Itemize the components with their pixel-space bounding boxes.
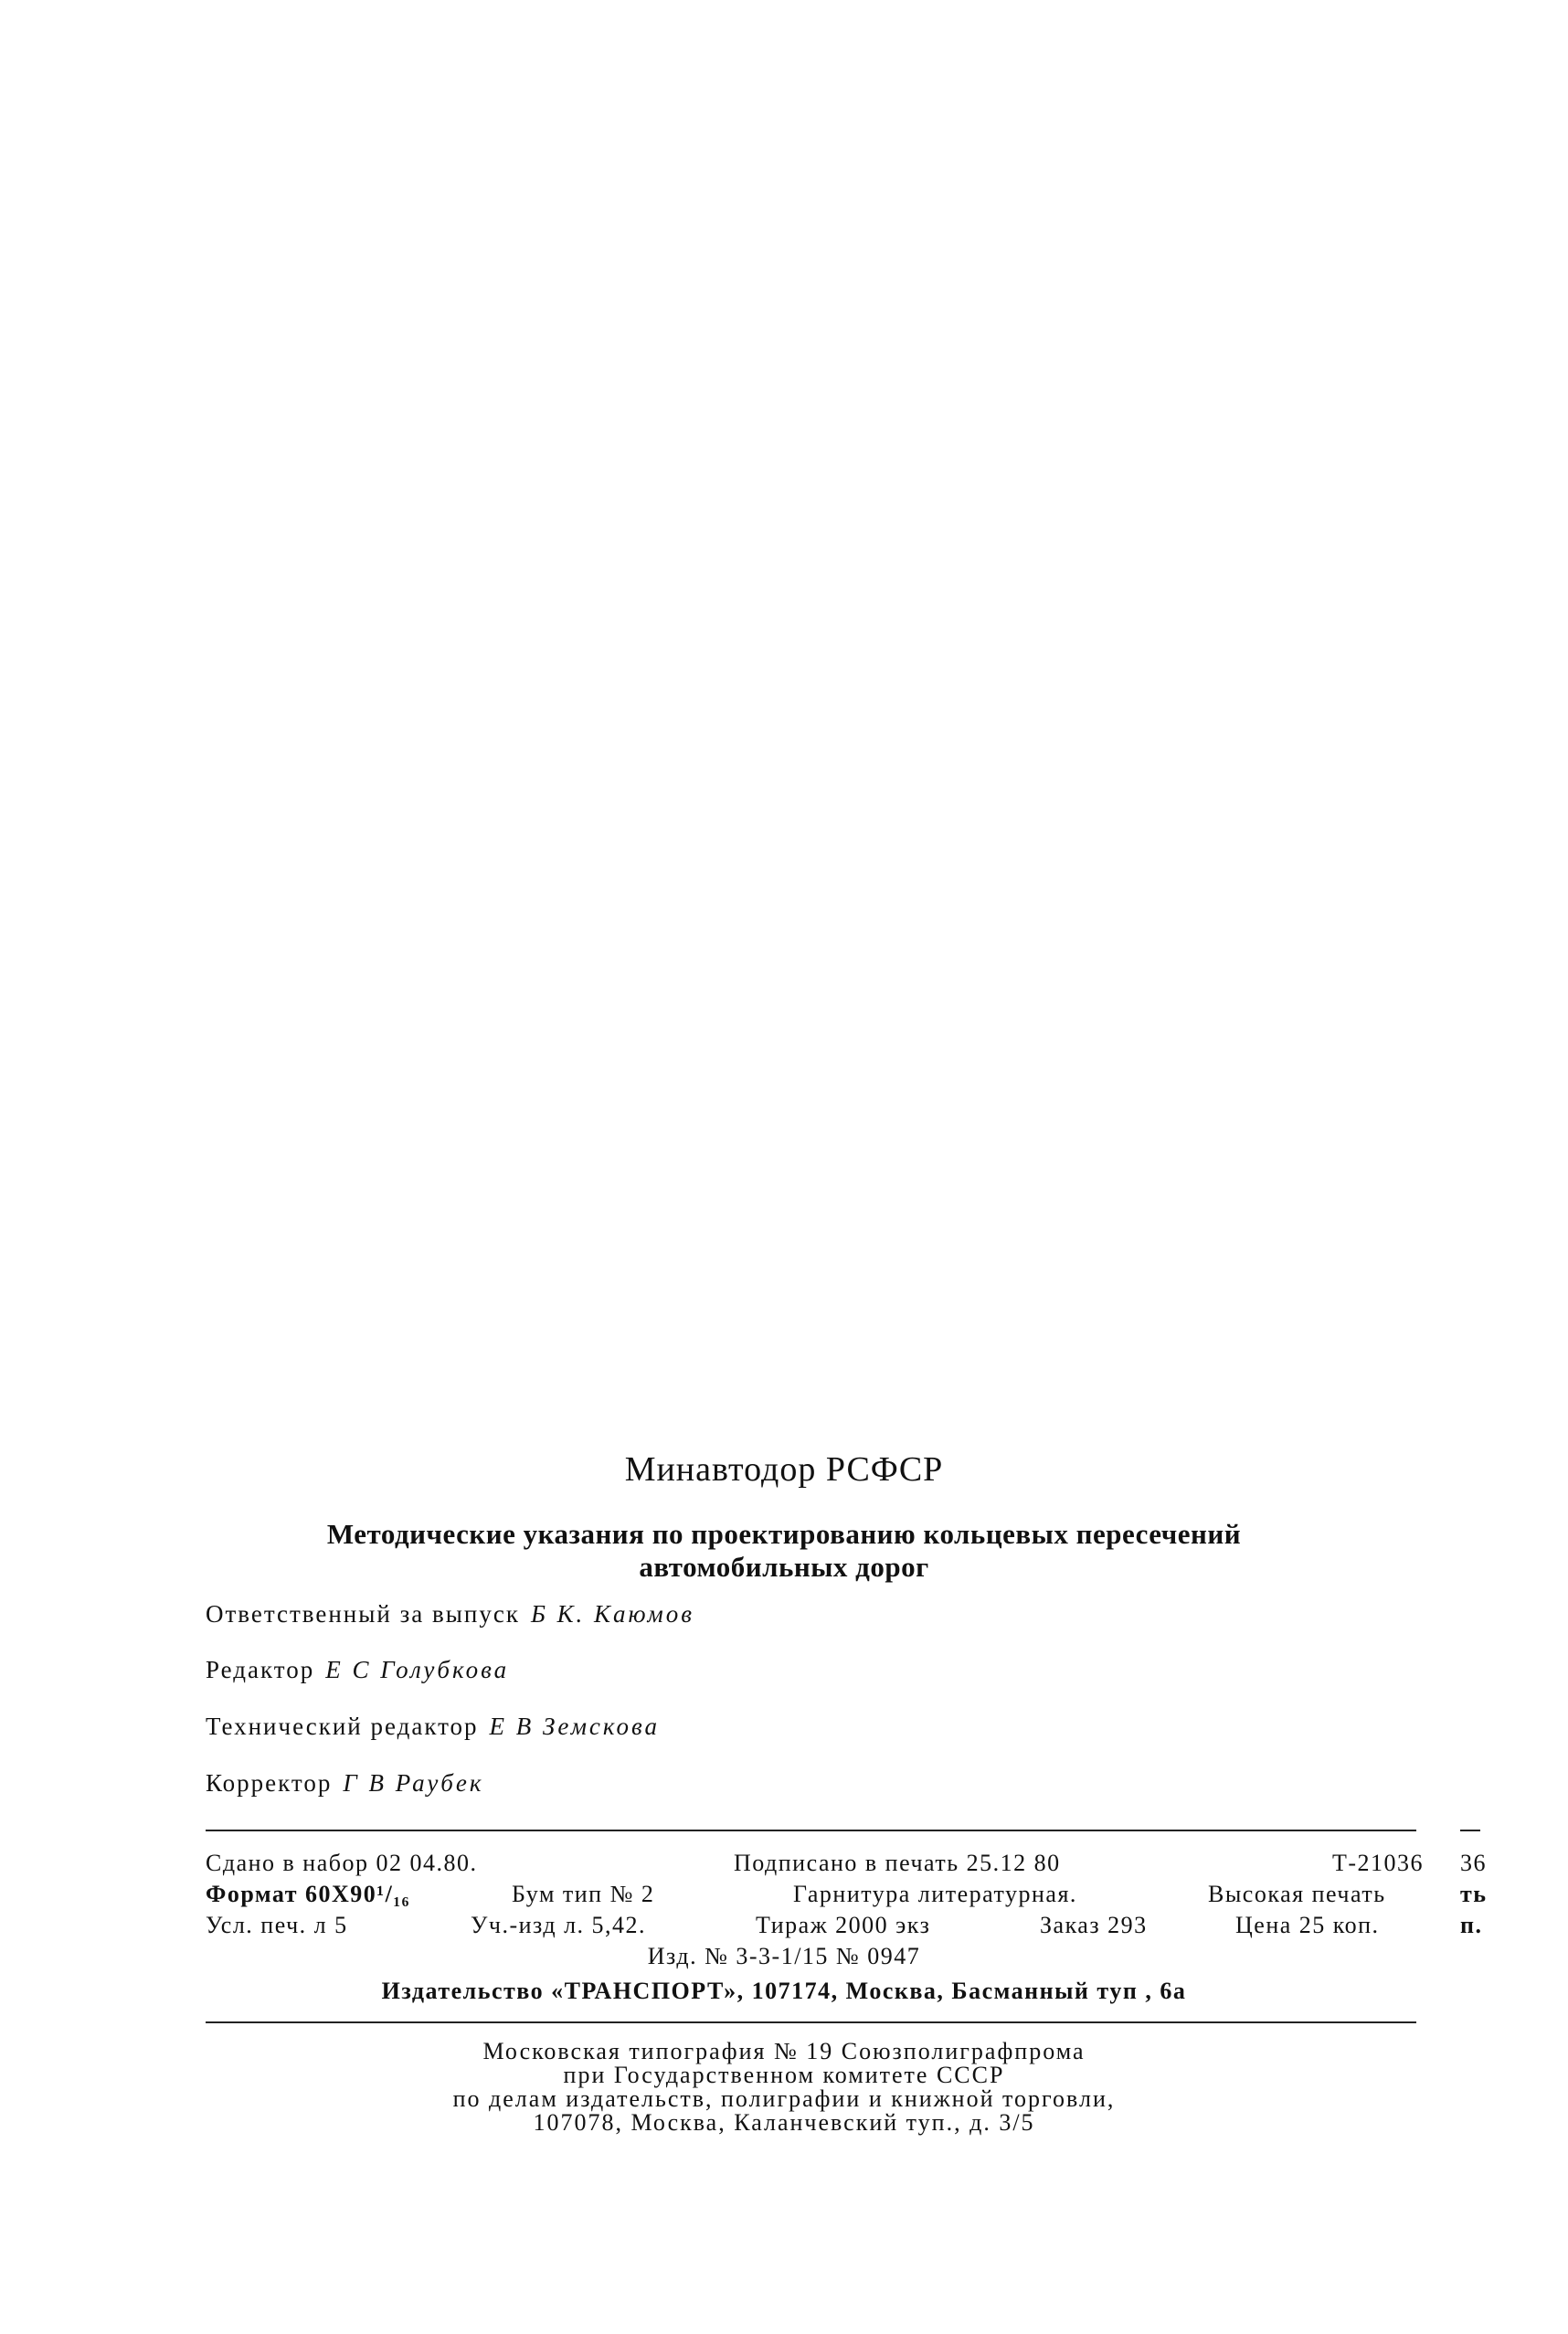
imprint-publisher: Издательство «ТРАНСПОРТ», 107174, Москва, Басманный туп , 6а [381, 1978, 1187, 2004]
document-title-line-2: автомобильных дорог [639, 1551, 929, 1583]
imprint-paper: Бум тип № 2 [512, 1881, 655, 1907]
divider-top-margin-fragment [1460, 1830, 1480, 1831]
imprint-print-run: Тираж 2000 экз [756, 1912, 931, 1938]
imprint-print-sheets: Усл. печ. л 5 [206, 1912, 348, 1938]
credit-tech-editor [206, 1713, 660, 1741]
credit-person: Е В Земскова [489, 1713, 661, 1740]
divider-top [206, 1830, 1416, 1831]
document-title-line-1: Методические указания по проектированию кольцевых пересечений [326, 1518, 1242, 1550]
credit-person: Е С Голубкова [325, 1656, 510, 1683]
printer-line-1: Московская типография № 19 Союзполиграфпрома [482, 2038, 1086, 2064]
imprint-signed-to-print: Подписано в печать 25.12 80 [734, 1850, 1061, 1876]
credit-role: Редактор [206, 1656, 315, 1683]
printer-line-4: 107078, Москва, Каланчевский туп., д. 3/5 [533, 2109, 1035, 2136]
imprint-edition-number: Изд. № 3-3-1/15 № 0947 [647, 1943, 921, 1969]
imprint-sent-to-typesetting: Сдано в набор 02 04.80. [206, 1850, 478, 1876]
margin-fragment-2: ть [1460, 1881, 1488, 1907]
credit-role: Корректор [206, 1769, 333, 1797]
imprint-publisher-sheets: Уч.-изд л. 5,42. [471, 1912, 647, 1938]
credit-person: Б К. Каюмов [530, 1600, 694, 1628]
imprint-print-method: Высокая печать [1208, 1881, 1386, 1907]
printer-line-2: при Государственном комитете СССР [563, 2062, 1005, 2088]
margin-fragment-3: п. [1460, 1912, 1483, 1938]
imprint-typeface: Гарнитура литературная. [793, 1881, 1077, 1907]
credit-proofreader [206, 1769, 484, 1798]
imprint-format: Формат 60Х90¹/₁₆ [206, 1881, 410, 1907]
organization-name: Минавтодор РСФСР [624, 1450, 944, 1489]
printer-line-3: по делам издательств, полиграфии и книжной торговли, [452, 2085, 1116, 2112]
imprint-order-number: Заказ 293 [1040, 1912, 1148, 1938]
imprint-code: Т-21036 [1332, 1850, 1425, 1876]
credit-responsible [206, 1600, 694, 1628]
divider-bottom [206, 2021, 1416, 2023]
imprint-price: Цена 25 коп. [1235, 1912, 1380, 1938]
margin-fragment-1: 36 [1460, 1850, 1487, 1876]
credit-role: Ответственный за выпуск [206, 1600, 520, 1628]
credit-editor [206, 1656, 509, 1684]
credit-person: Г В Раубек [343, 1769, 484, 1797]
credit-role: Технический редактор [206, 1713, 479, 1740]
